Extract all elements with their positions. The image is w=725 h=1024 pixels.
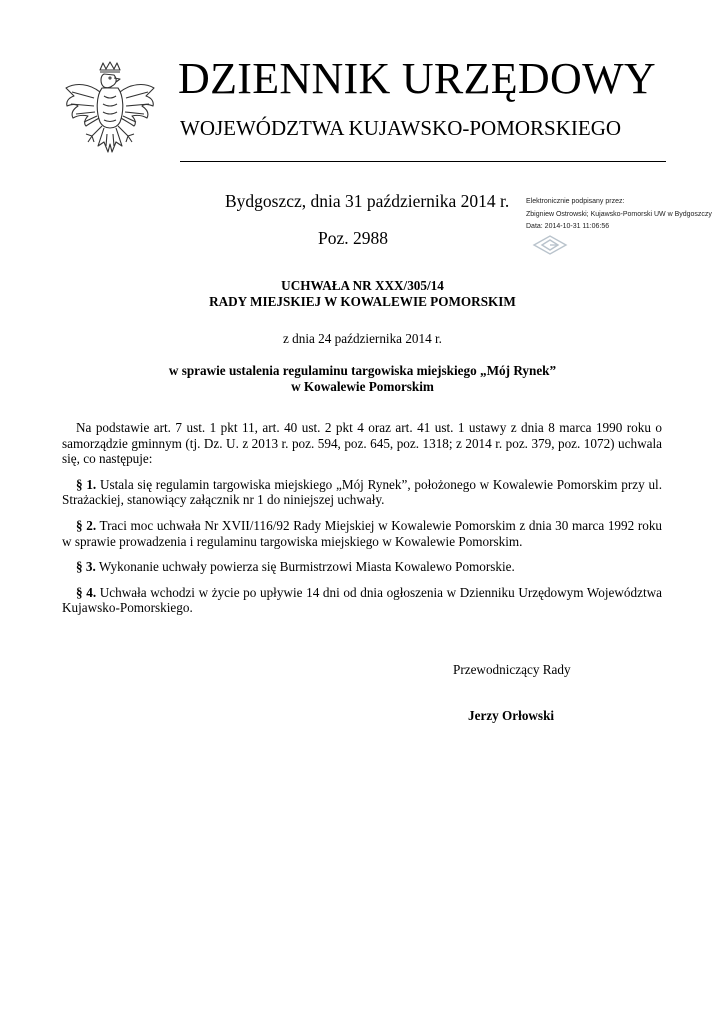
paragraph-text: Uchwała wchodzi w życie po upływie 14 dni od dnia ogłoszenia w Dzienniku Urzędowym Województwa Kujawsko-Pomorskiego.	[62, 584, 663, 616]
eagle-emblem-icon	[62, 60, 158, 166]
resolution-heading	[0, 278, 725, 309]
signature-label: Elektronicznie podpisany przez:	[526, 198, 625, 205]
paragraph-label: § 2.	[76, 517, 97, 533]
paragraph-2	[62, 518, 662, 549]
paragraph-4	[62, 585, 662, 616]
resolution-date: z dnia 24 października 2014 r.	[283, 331, 442, 346]
electronic-signature-box	[526, 196, 725, 234]
resolution-body	[62, 420, 662, 626]
signatory-title: Przewodniczący Rady	[453, 662, 571, 677]
paragraph-text: Wykonanie uchwały powierza się Burmistrzowi Miasta Kowalewo Pomorskie.	[98, 559, 515, 575]
paragraph-text: Traci moc uchwała Nr XVII/116/92 Rady Miejskiej w Kowalewie Pomorskim z dnia 30 marca 1992 roku w sprawie prowadzenia i regulaminu targowiska miejskiego w Kowalewie Pomorskim.	[62, 517, 663, 549]
resolution-subject-line1: w sprawie ustalenia regulaminu targowiska miejskiego „Mój Rynek”	[168, 363, 557, 378]
paragraph-label: § 4.	[76, 584, 97, 600]
signature-date: Data: 2014-10-31 11:06:56	[526, 223, 610, 230]
position-number: Poz. 2988	[318, 228, 388, 248]
signature-signer: Zbigniew Ostrowski; Kujawsko-Pomorski UW w Bydgoszczy	[526, 210, 712, 218]
journal-subtitle: WOJEWÓDZTWA KUJAWSKO-POMORSKIEGO	[180, 116, 622, 140]
paragraph-text: Ustala się regulamin targowiska miejskiego „Mój Rynek”, położonego w Kowalewie Pomorskim przy ul. Strażackiej, stanowiący załącznik nr 1 do niniejszej uchwały.	[62, 476, 663, 508]
signature-seal-icon	[530, 234, 570, 256]
resolution-subject-line2: w Kowalewie Pomorskim	[291, 378, 434, 394]
paragraph-3	[62, 559, 662, 575]
paragraph-label: § 3.	[76, 559, 96, 575]
signatory-name: Jerzy Orłowski	[468, 708, 555, 723]
resolution-subject	[0, 363, 725, 394]
header-divider	[180, 161, 666, 162]
paragraph-label: § 1.	[76, 476, 97, 492]
resolution-number: UCHWAŁA NR XXX/305/14	[281, 278, 444, 293]
publication-place-date: Bydgoszcz, dnia 31 października 2014 r.	[225, 191, 510, 211]
resolution-council: RADY MIEJSKIEJ W KOWALEWIE POMORSKIM	[209, 293, 516, 309]
preamble: Na podstawie art. 7 ust. 1 pkt 11, art. 40 ust. 2 pkt 4 oraz art. 41 ust. 1 ustawy z dnia 8 marca 1990 roku o samorządzie gminnym (tj. Dz. U. z 2013 r. poz. 594, poz. 645, poz. 1318; z 2014 r. poz. 379, poz. 1072) uchwala się, co następuje:	[62, 420, 662, 467]
journal-title: DZIENNIK URZĘDOWY	[178, 54, 656, 103]
paragraph-1	[62, 477, 662, 508]
